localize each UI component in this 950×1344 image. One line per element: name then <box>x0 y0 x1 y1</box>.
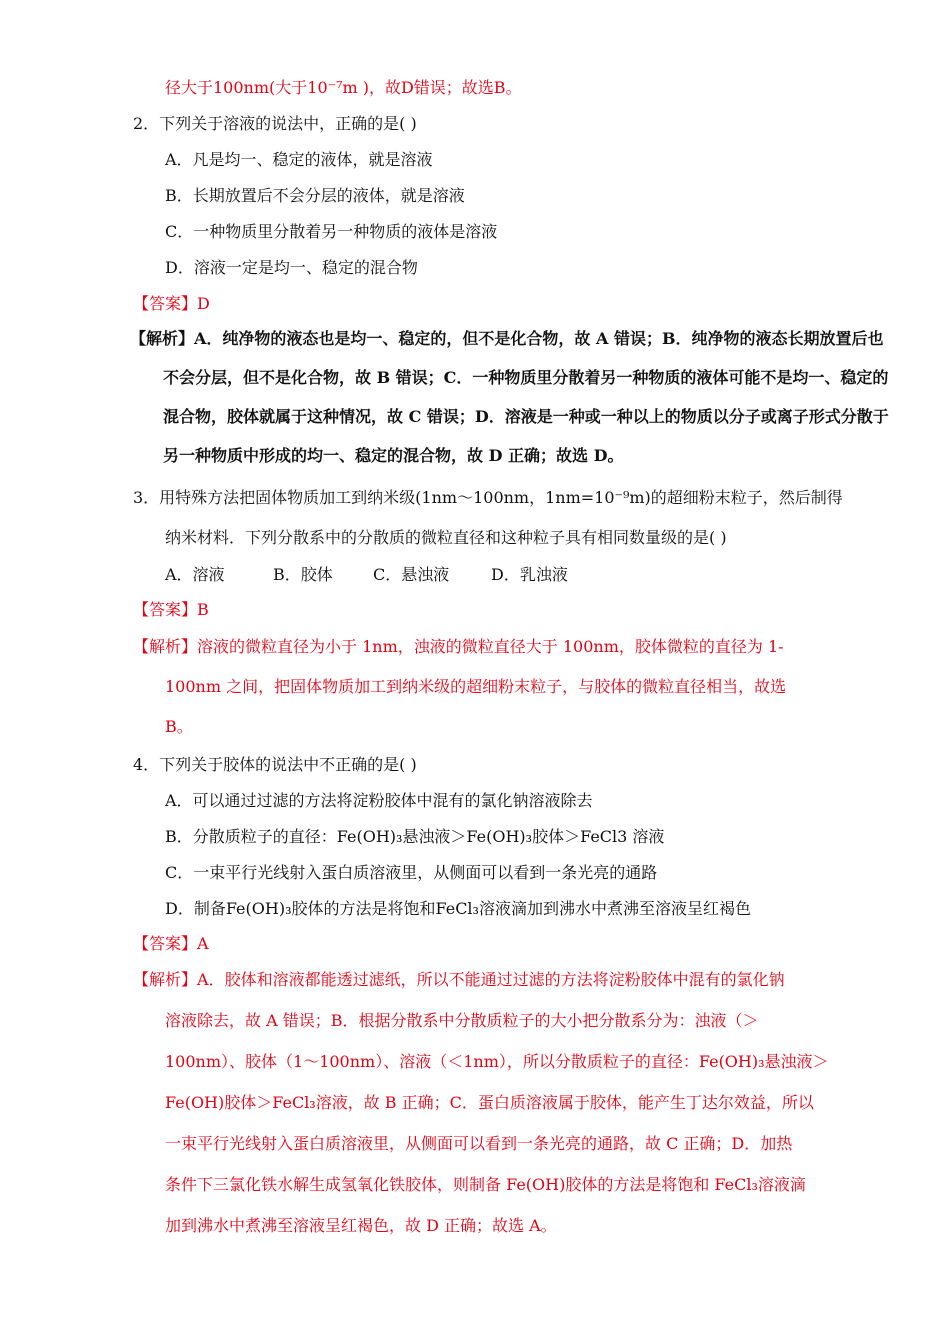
q3-option-c: C．悬浊液 <box>373 565 450 584</box>
analysis-text: 溶液的微粒直径为小于 1nm，浊液的微粒直径大于 100nm，胶体微粒的直径为 1- <box>197 637 784 656</box>
q2-option-d: D．溶液一定是均一、稳定的混合物 <box>165 258 418 277</box>
q2-option-b: B．长期放置后不会分层的液体，就是溶液 <box>165 186 465 205</box>
q2-answer <box>133 294 210 314</box>
answer-value: D <box>197 294 210 313</box>
q4-analysis-line-7: 加到沸水中煮沸至溶液呈红褐色，故 D 正确；故选 A。 <box>165 1216 557 1235</box>
q4-analysis-line-1 <box>133 970 785 990</box>
q4-option-b: B．分散质粒子的直径：Fe(OH)₃悬浊液＞Fe(OH)₃胶体＞FeCl3 溶液 <box>165 827 665 846</box>
q4-analysis-line-2: 溶液除去，故 A 错误；B．根据分散系中分散质粒子的大小把分散系分为：浊液（＞ <box>165 1011 759 1030</box>
answer-label: 【答案】 <box>133 294 198 313</box>
q3-option-a: A．溶液 <box>165 565 225 584</box>
answer-value: A <box>197 934 209 953</box>
analysis-text: A．纯净物的液态也是均一、稳定的，但不是化合物，故 A 错误；B．纯净物的液态长期放置后也 <box>194 329 884 348</box>
q4-analysis-line-4: Fe(OH)胶体＞FeCl₃溶液，故 B 正确；C．蛋白质溶液属于胶体，能产生丁达尔效益，所以 <box>165 1093 814 1112</box>
q4-stem: 4．下列关于胶体的说法中不正确的是( ) <box>133 755 417 774</box>
q2-option-a: A．凡是均一、稳定的液体，就是溶液 <box>165 150 433 169</box>
q3-answer <box>133 600 209 620</box>
answer-label: 【答案】 <box>133 600 198 619</box>
q3-analysis-line-1 <box>133 637 784 657</box>
q2-analysis-line-4: 另一种物质中形成的均一、稳定的混合物，故 D 正确；故选 D。 <box>163 446 624 465</box>
q3-option-d: D．乳浊液 <box>491 565 568 584</box>
q4-option-c: C．一束平行光线射入蛋白质溶液里，从侧面可以看到一条光亮的通路 <box>165 863 658 882</box>
answer-value: B <box>197 600 209 619</box>
q3-stem-line-1: 3．用特殊方法把固体物质加工到纳米级(1nm～100nm，1nm=10⁻⁹m)的超细粉末粒子，然后制得 <box>133 488 843 507</box>
q2-analysis-line-1 <box>130 329 884 349</box>
q3-analysis-line-2: 100nm 之间，把固体物质加工到纳米级的超细粉末粒子，与胶体的微粒直径相当，故选 <box>165 677 787 696</box>
q3-analysis-line-3: B。 <box>165 717 193 736</box>
analysis-label: 【解析】 <box>130 329 195 348</box>
q2-stem: 2．下列关于溶液的说法中，正确的是( ) <box>133 114 417 133</box>
q1-analysis-tail: 径大于100nm(大于10⁻⁷m )，故D错误；故选B。 <box>165 78 522 97</box>
q4-answer <box>133 934 209 954</box>
analysis-label: 【解析】 <box>133 637 198 656</box>
q4-option-a: A．可以通过过滤的方法将淀粉胶体中混有的氯化钠溶液除去 <box>165 791 593 810</box>
q3-options <box>165 565 568 585</box>
q3-option-b: B．胶体 <box>273 565 333 584</box>
q4-option-d: D．制备Fe(OH)₃胶体的方法是将饱和FeCl₃溶液滴加到沸水中煮沸至溶液呈红褐色 <box>165 899 751 918</box>
q3-stem-line-2: 纳米材料．下列分散系中的分散质的微粒直径和这种粒子具有相同数量级的是( ) <box>165 528 727 547</box>
answer-label: 【答案】 <box>133 934 198 953</box>
q4-analysis-line-6: 条件下三氯化铁水解生成氢氧化铁胶体，则制备 Fe(OH)胶体的方法是将饱和 FeCl₃溶液滴 <box>165 1175 806 1194</box>
q4-analysis-line-5: 一束平行光线射入蛋白质溶液里，从侧面可以看到一条光亮的通路，故 C 正确；D．加热 <box>165 1134 793 1153</box>
q2-analysis-line-3: 混合物，胶体就属于这种情况，故 C 错误；D．溶液是一种或一种以上的物质以分子或离子形式分散于 <box>163 407 889 426</box>
q4-analysis-line-3: 100nm）、胶体（1～100nm）、溶液（＜1nm），所以分散质粒子的直径：Fe(OH)₃悬浊液＞ <box>165 1052 829 1071</box>
q2-option-c: C．一种物质里分散着另一种物质的液体是溶液 <box>165 222 498 241</box>
q2-analysis-line-2: 不会分层，但不是化合物，故 B 错误；C．一种物质里分散着另一种物质的液体可能不是均一、稳定的 <box>163 368 889 387</box>
analysis-label: 【解析】 <box>133 970 198 989</box>
analysis-text: A．胶体和溶液都能透过滤纸，所以不能通过过滤的方法将淀粉胶体中混有的氯化钠 <box>197 970 785 989</box>
